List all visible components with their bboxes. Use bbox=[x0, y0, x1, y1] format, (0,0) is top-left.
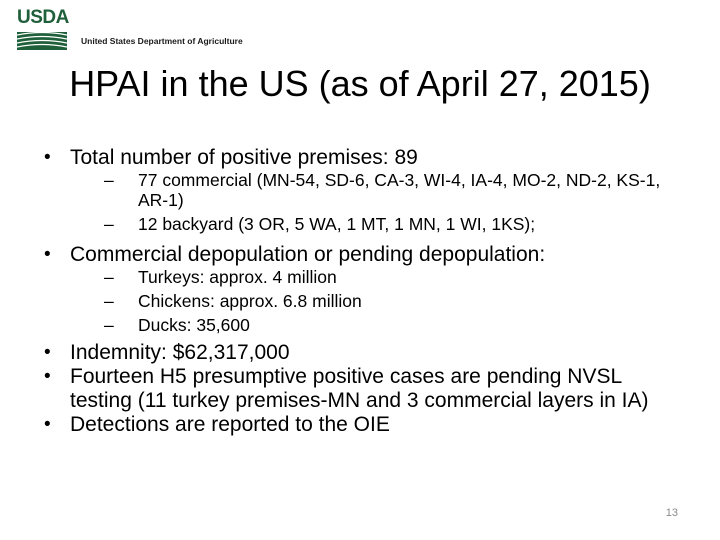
sub-bullet-backyard: – 12 backyard (3 OR, 5 WA, 1 MT, 1 MN, 1 WI, 1KS); bbox=[104, 214, 674, 234]
sub-bullet-ducks: – Ducks: 35,600 bbox=[104, 315, 674, 335]
sub-bullet-commercial: – 77 commercial (MN-54, SD-6, CA-3, WI-4, IA-4, MO-2, ND-2, KS-1, AR-1) bbox=[104, 170, 674, 210]
bullet-h5-presumptive bbox=[44, 365, 674, 413]
sub-bullet-chickens: – Chickens: approx. 6.8 million bbox=[104, 291, 674, 311]
usda-department-name: United States Department of Agriculture bbox=[81, 36, 243, 46]
bullet-text: Fourteen H5 presumptive positive cases are pending NVSL testing (11 turkey premises-MN and 3 commercial layers in IA) bbox=[70, 365, 649, 412]
page-number: 13 bbox=[665, 507, 678, 519]
sub-bullet-turkeys: – Turkeys: approx. 4 million bbox=[104, 267, 674, 287]
bullet-text: Commercial depopulation or pending depopulation: bbox=[70, 243, 546, 266]
slide-content bbox=[44, 146, 674, 437]
bullet-list bbox=[44, 146, 674, 437]
bullet-oie bbox=[44, 413, 674, 437]
slide-title: HPAI in the US (as of April 27, 2015) bbox=[69, 63, 651, 104]
usda-logo bbox=[17, 7, 257, 50]
bullet-depopulation bbox=[44, 243, 674, 335]
sub-bullet-list bbox=[70, 170, 674, 234]
usda-logo-letters: USDA bbox=[17, 7, 69, 28]
bullet-total-premises bbox=[44, 146, 674, 234]
bullet-text: Indemnity: $62,317,000 bbox=[70, 341, 290, 364]
bullet-indemnity bbox=[44, 341, 674, 365]
bullet-text: Total number of positive premises: 89 bbox=[70, 146, 418, 169]
bullet-text: Detections are reported to the OIE bbox=[70, 413, 390, 436]
sub-bullet-list bbox=[70, 267, 674, 335]
